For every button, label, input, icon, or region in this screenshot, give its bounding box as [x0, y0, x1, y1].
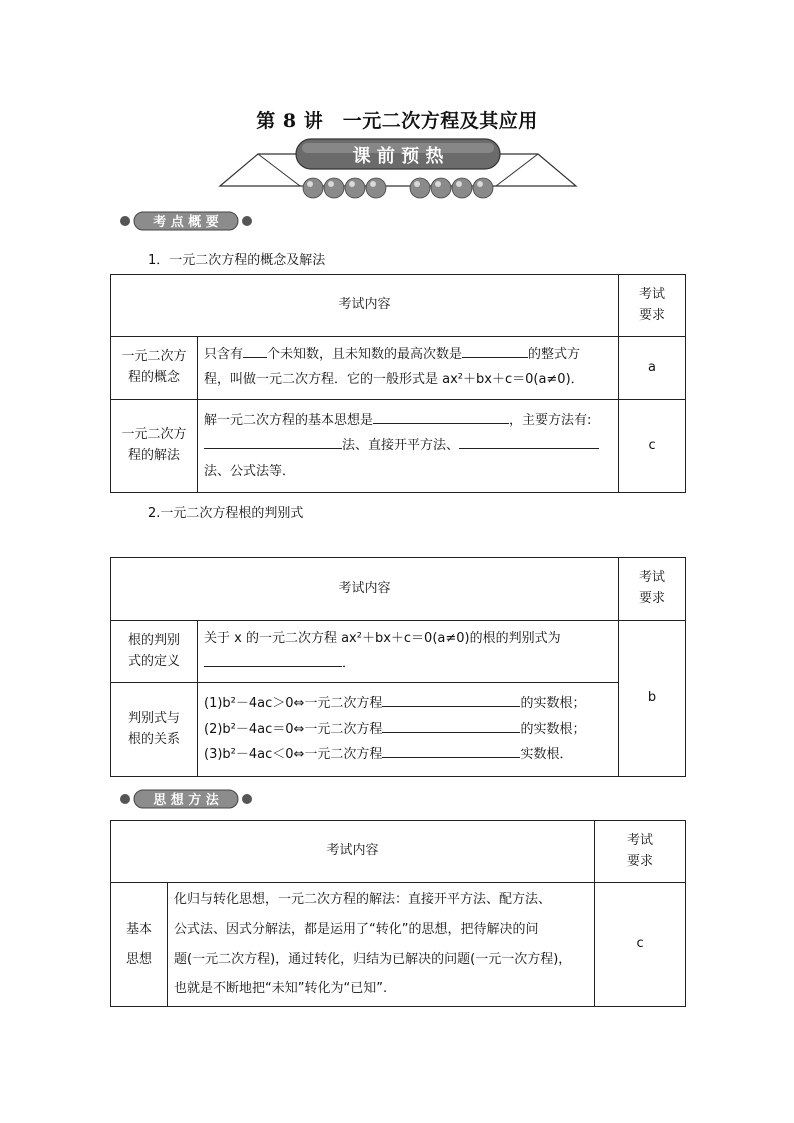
row-label: 一元二次方 程的解法 [111, 400, 198, 493]
caption-part1: 1．一元二次方程的概念及解法 [148, 253, 326, 268]
header-requirement: 考试 要求 [619, 558, 686, 621]
row-label: 一元二次方 程的概念 [111, 337, 198, 400]
header-requirement: 考试 要求 [619, 275, 686, 337]
header-requirement: 考试 要求 [595, 821, 686, 883]
row-content: 只含有 个未知数，且未知数的最高次数是 的整式方 程，叫做一元二次方程．它的一般形式是 ax²＋bx＋c＝0(a≠0)． [198, 337, 619, 400]
header-content: 考试内容 [111, 821, 595, 883]
row-content: 关于 x 的一元二次方程 ax²＋bx＋c＝0(a≠0)的根的判别式为 ． [198, 621, 619, 683]
section-badge-label: 思 想 方 法 [153, 793, 219, 808]
header-content: 考试内容 [111, 275, 619, 337]
table-method [110, 820, 686, 1007]
row-requirement: b [619, 621, 686, 777]
table-row [111, 337, 686, 400]
banner-label: 课 前 预 热 [352, 146, 444, 167]
section-badge-overview [116, 210, 256, 232]
page-title: 第 8 讲 一元二次方程及其应用 [256, 110, 538, 132]
row-requirement: a [619, 337, 686, 400]
table-row [111, 883, 686, 1007]
banner-graphic [218, 136, 578, 204]
row-requirement: c [595, 883, 686, 1007]
table-discriminant [110, 557, 686, 777]
row-requirement: c [619, 400, 686, 493]
table-row [111, 400, 686, 493]
table-row [111, 683, 686, 777]
table-row [111, 621, 686, 683]
row-label: 基本 思想 [111, 883, 168, 1007]
header-content: 考试内容 [111, 558, 619, 621]
section-banner [218, 136, 578, 204]
section-badge-label: 考 点 概 要 [153, 215, 219, 230]
row-content: 化归与转化思想，一元二次方程的解法：直接开平方法、配方法、 公式法、因式分解法，都是运用了“转化”的思想，把待解决的问 题(一元二次方程)，通过转化，归结为已解决的问题(一元一次方程)， 也就是不断地把“未知”转化为“已知”. [168, 883, 595, 1007]
row-label: 判别式与 根的关系 [111, 683, 198, 777]
table-concept [110, 274, 686, 493]
section-badge-method [116, 788, 256, 810]
row-content: (1)b²－4ac＞0⇔一元二次方程 的实数根； (2)b²－4ac＝0⇔一元二次方程 的实数根； (3)b²－4ac＜0⇔一元二次方程 实数根． [198, 683, 619, 777]
row-content: 解一元二次方程的基本思想是 ，主要方法有: 法、直接开平方法、 法、公式法等． [198, 400, 619, 493]
caption-part2: 2.一元二次方程根的判别式 [148, 506, 304, 521]
row-label: 根的判别 式的定义 [111, 621, 198, 683]
